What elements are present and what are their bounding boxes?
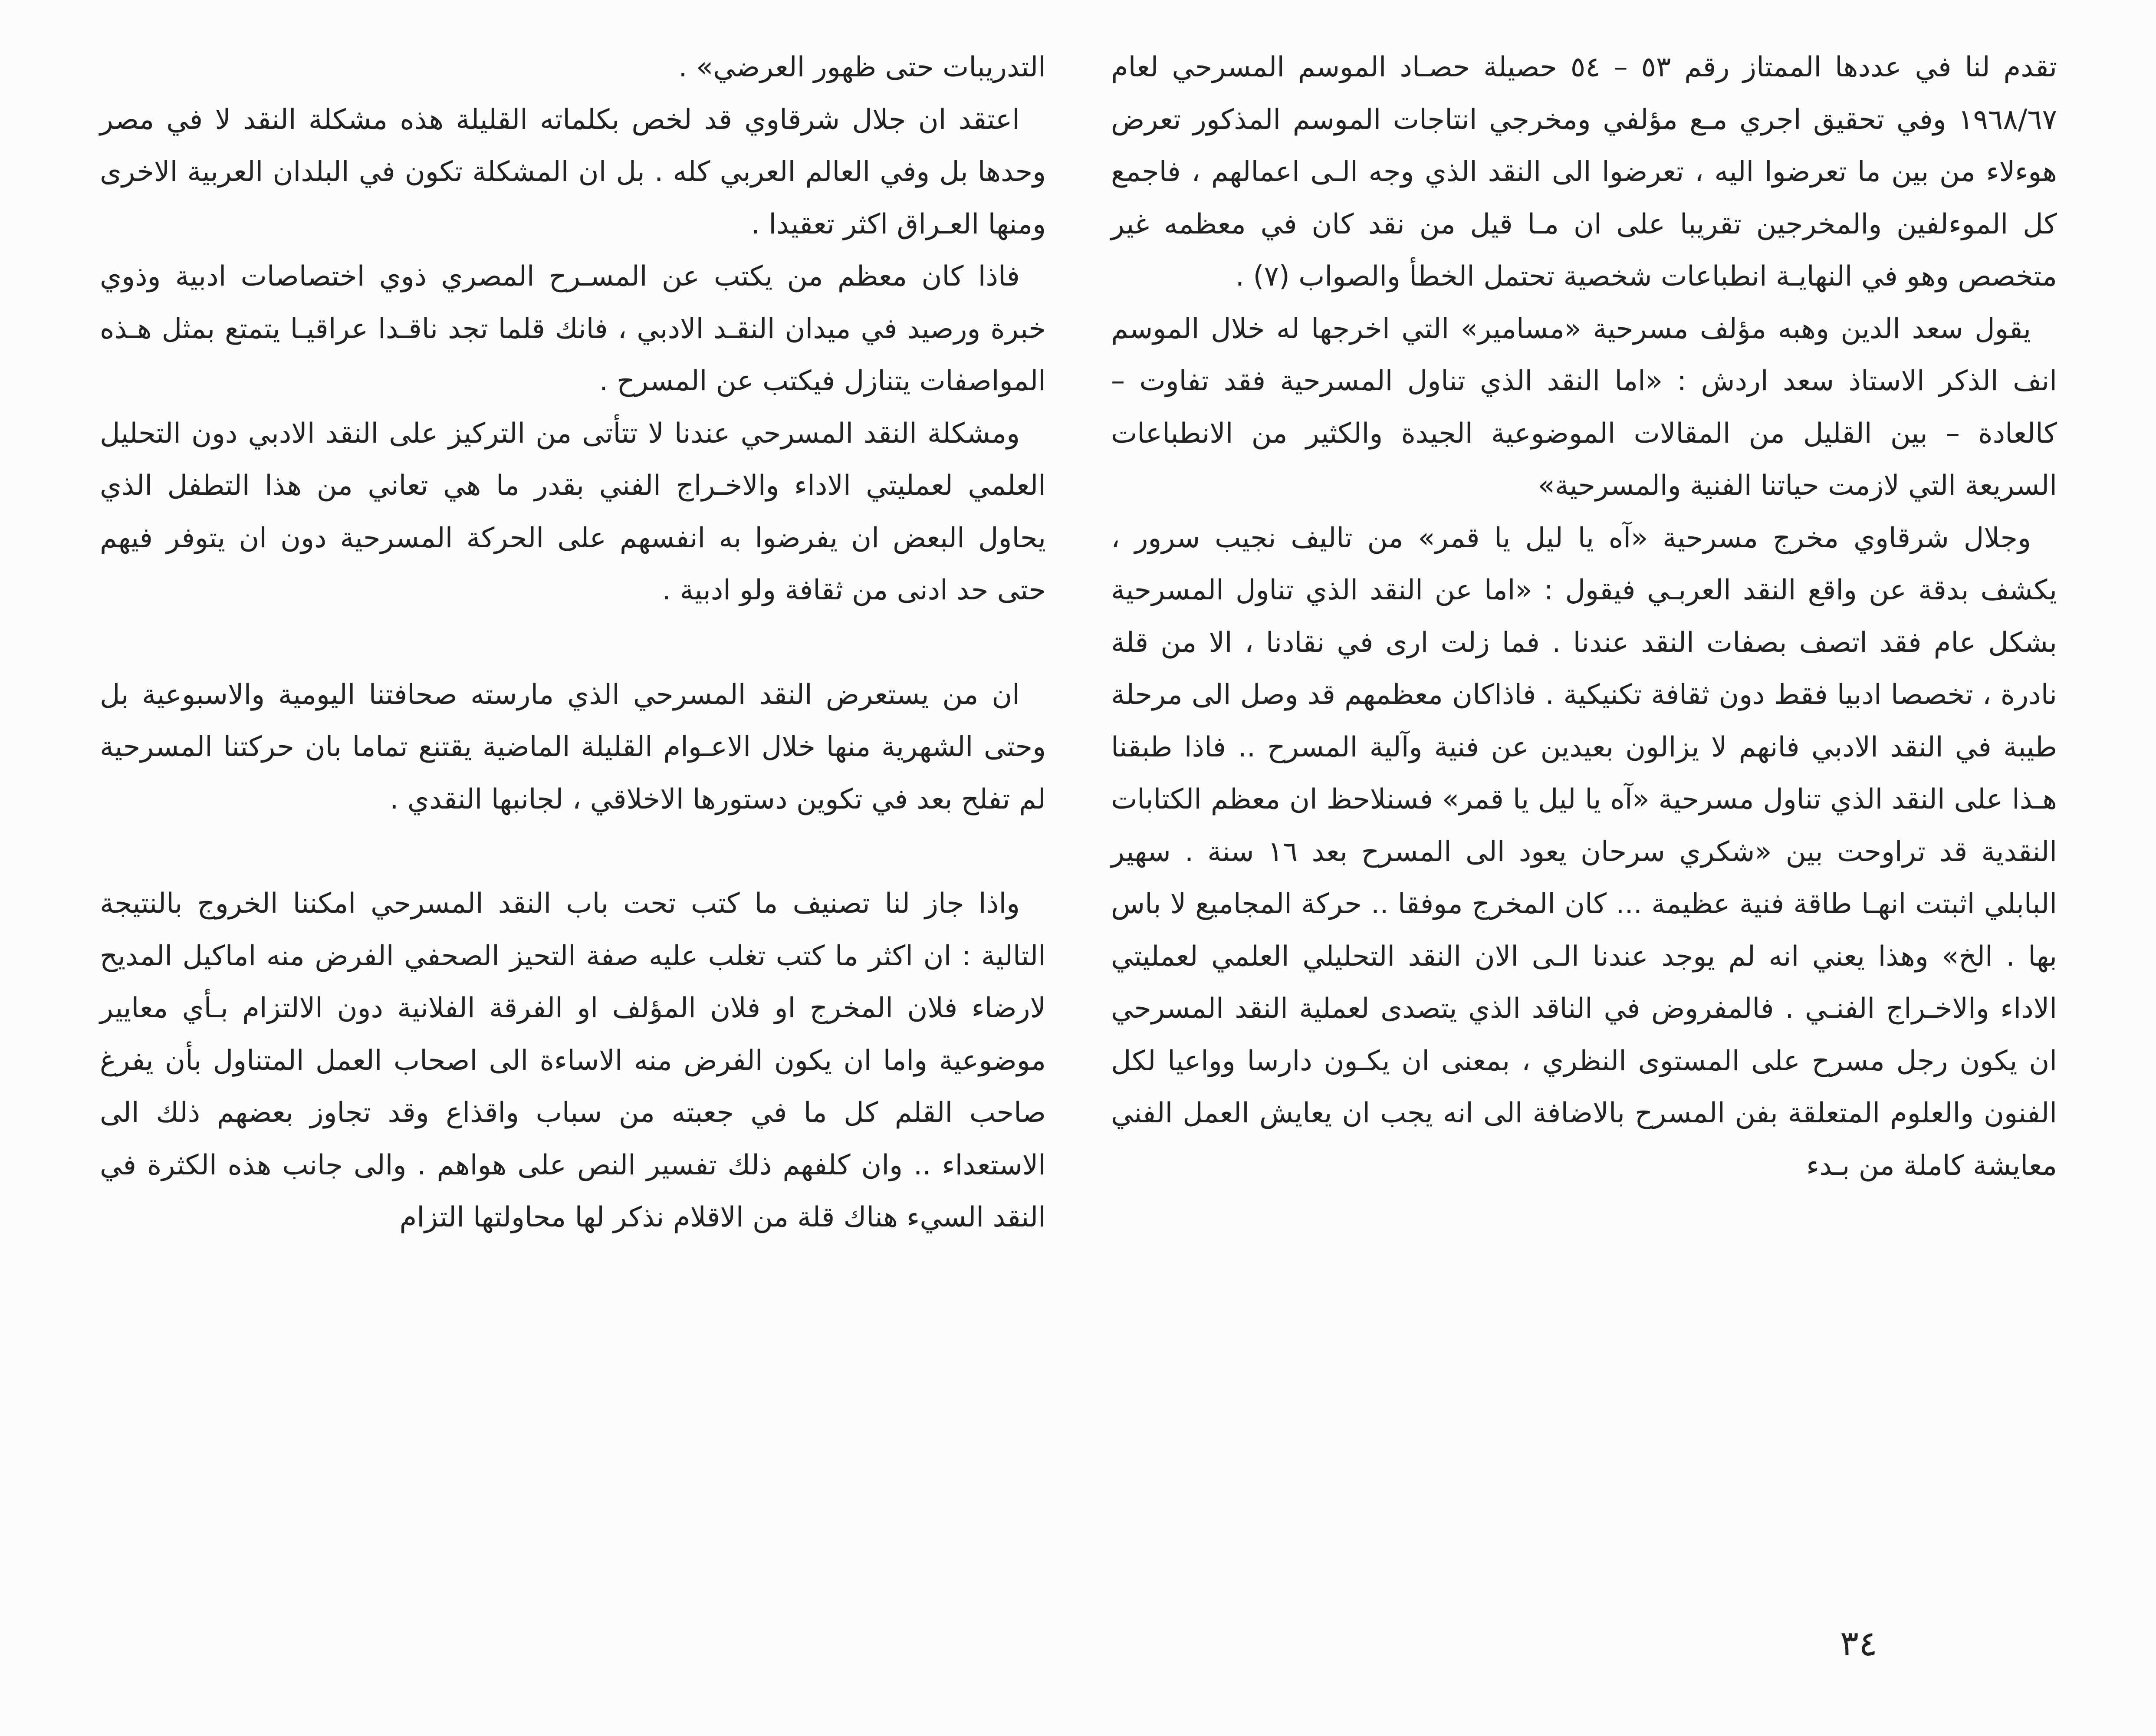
paragraph: وجلال شرقاوي مخرج مسرحية «آه يا ليل يا قمر» من تاليف نجيب سرور ، يكشف بدقة عن واقع النقد العربـي فيقول : «اما عن النقد الذي تناول المسرحية بشكل عام فقد اتصف بصفات النقد عندنا . فما زلت ارى في نقادنا ، الا من قلة نادرة ، تخصصا ادبيا فقط دون ثقافة تكنيكية . فاذاكان معظمهم قد وصل الى مرحلة طيبة في النقد الادبي فانهم لا يزالون بعيدين عن فنية وآلية المسرح .. فاذا طبقنا هـذا على النقد الذي تناول مسرحية «آه يا ليل يا قمر» فسنلاحظ ان معظم الكتابات النقدية قد تراوحت بين «شكري سرحان يعود الى المسرح بعد ١٦ سنة . سهير البابلي اثبتت انهـا طاقة فنية عظيمة ... كان المخرج موفقا .. حركة المجاميع لا باس بها . الخ» وهذا يعني انه لم يوجد عندنا الـى الان النقد التحليلي العلمي لعمليتي الاداء والاخـراج الفنـي . فالمفروض في الناقد الذي يتصدى لعملية النقد المسرحي ان يكون رجل مسرح على المستوى النظري ، بمعنى ان يكـون دارسا وواعيا لكل الفنون والعلوم المتعلقة بفن المسرح بالاضافة الى انه يجب ان يعايش العمل الفني معايشة كاملة من بـدء (1111, 522, 2057, 1182)
left-column (100, 41, 1046, 1244)
paragraph: اعتقد ان جلال شرقاوي قد لخص بكلماته القليلة هذه مشكلة النقد لا في مصر وحدها بل وفي العالم العربي كله . بل ان المشكلة تكون في البلدان العربية الاخرى ومنها العـراق اكثر تعقيدا . (100, 103, 1046, 240)
paragraph: تقدم لنا في عددها الممتاز رقم ٥٣ – ٥٤ حصيلة حصـاد الموسم المسرحي لعام ١٩٦٨/٦٧ وفي تحقيق اجري مـع مؤلفي ومخرجي انتاجات الموسم المذكور تعرض هوءلاء من بين ما تعرضوا اليه ، تعرضوا الى النقد الذي وجه الـى اعمالهم ، فاجمع كل الموءلفين والمخرجين تقريبا على ان مـا قيل من نقد كان في معظمه غير متخصص وهو في النهايـة انطباعات شخصية تحتمل الخطأ والصواب (٧) . (1111, 51, 2057, 293)
paragraph: فاذا كان معظم من يكتب عن المسـرح المصري ذوي اختصاصات ادبية وذوي خبرة ورصيد في ميدان النقـد الادبي ، فانك قلما تجد ناقـدا عراقيـا يتمتع بمثل هـذه المواصفات يتنازل فيكتب عن المسرح . (100, 260, 1046, 397)
paragraph-gap (100, 617, 1046, 669)
paragraph: ان من يستعرض النقد المسرحي الذي مارسته صحافتنا اليومية والاسبوعية بل وحتى الشهرية منها خلال الاعـوام القليلة الماضية يقتنع تماما بان حركتنا المسرحية لم تفلح بعد في تكوين دستورها الاخلاقي ، لجانبها النقدي . (100, 678, 1046, 815)
paragraph: التدريبات حتى ظهور العرضي» . (678, 51, 1046, 83)
paragraph-gap (100, 825, 1046, 878)
paragraph: ومشكلة النقد المسرحي عندنا لا تتأتى من التركيز على النقد الادبي دون التحليل العلمي لعمليتي الاداء والاخـراج الفني بقدر ما هي تعاني من هذا التطفل الذي يحاول البعض ان يفرضوا به انفسهم على الحركة المسرحية دون ان يتوفر فيهم حتى حد ادنى من ثقافة ولو ادبية . (100, 417, 1046, 606)
page-number: ٣٤ (1840, 1623, 1877, 1664)
paragraph: واذا جاز لنا تصنيف ما كتب تحت باب النقد المسرحي امكننا الخروج بالنتيجة التالية : ان اكثر ما كتب تغلب عليه صفة التحيز الصحفي الفرض منه اماكيل المديح لارضاء فلان المخرج او فلان المؤلف او الفرقة الفلانية دون الالتزام بـأي معايير موضوعية واما ان يكون الفرض منه الاساءة الى اصحاب العمل المتناول بأن يفرغ صاحب القلم كل ما في جعبته من سباب واقذاع وقد تجاوز بعضهم ذلك الى الاستعداء .. وان كلفهم ذلك تفسير النص على هواهم . والى جانب هذه الكثرة في النقد السيء هناك قلة من الاقلام نذكر لها محاولتها التزام (100, 888, 1046, 1233)
right-column (1111, 41, 2057, 1192)
paragraph: يقول سعد الدين وهبه مؤلف مسرحية «مسامير» التي اخرجها له خلال الموسم انف الذكر الاستاذ سعد اردش : «اما النقد الذي تناول المسرحية فقد تفاوت – كالعادة – بين القليل من المقالات الموضوعية الجيدة والكثير من الانطباعات السريعة التي لازمت حياتنا الفنية والمسرحية» (1111, 312, 2057, 502)
